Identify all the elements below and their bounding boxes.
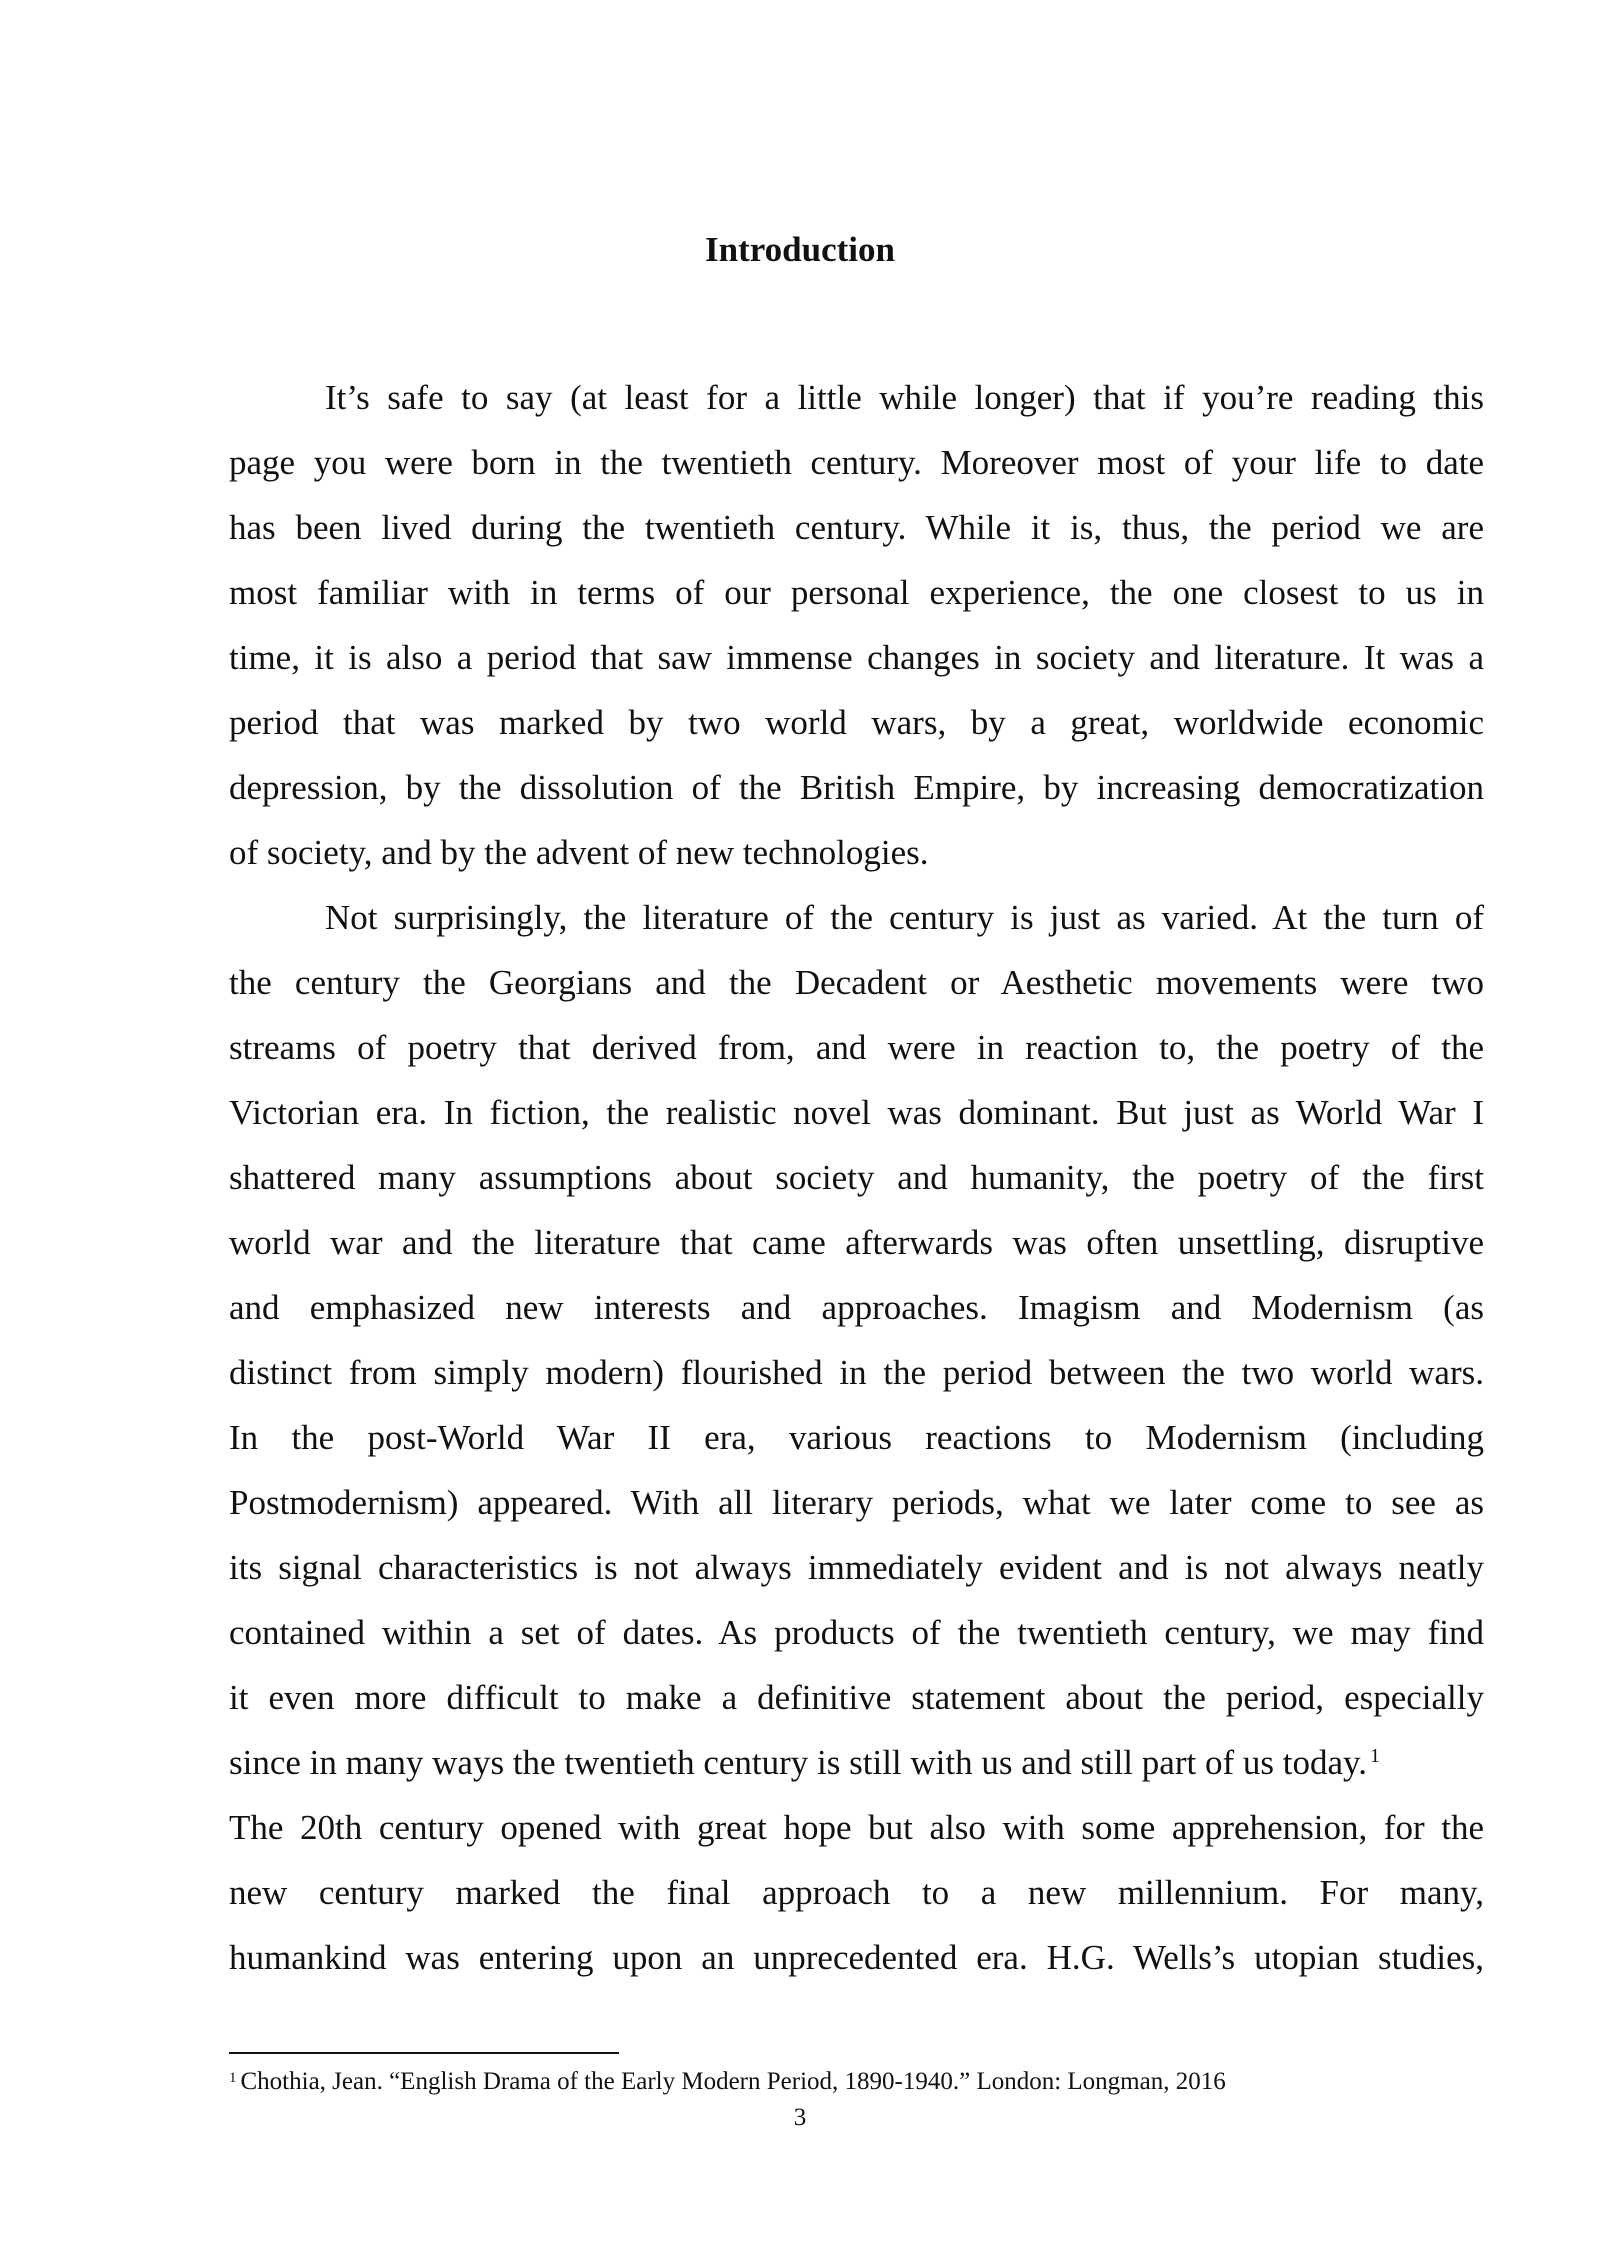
page-number: 3 [793,2104,807,2131]
footnote-reference[interactable]: 1 [1369,1745,1380,1767]
footnote-divider [229,2052,619,2054]
text-line: It’s safe to say (at least for a little while longer) that if you’re reading this [325,378,1484,417]
text-line: new century marked the final approach to a new millennium. For many, [229,1873,1484,1912]
text-line: shattered many assumptions about society and humanity, the poetry of the first [229,1158,1484,1197]
text-line-content: since in many ways the twentieth century is still with us and still part of us today. [229,1743,1367,1782]
text-line: its signal characteristics is not always immediately evident and is not always neatly [229,1548,1484,1587]
text-line: has been lived during the twentieth century. While it is, thus, the period we are [229,508,1484,547]
text-line: contained within a set of dates. As products of the twentieth century, we may find [229,1613,1484,1652]
text-line: In the post-World War II era, various reactions to Modernism (including [229,1418,1484,1457]
footnote-marker: 1 [229,2070,237,2086]
text-line: and emphasized new interests and approaches. Imagism and Modernism (as [229,1288,1484,1327]
body-text [229,365,1484,1990]
text-line: distinct from simply modern) flourished in the period between the two world wars. [229,1353,1484,1392]
text-line: the century the Georgians and the Decadent or Aesthetic movements were two [229,963,1484,1002]
text-line: most familiar with in terms of our personal experience, the one closest to us in [229,573,1484,612]
text-line: humankind was entering upon an unprecedented era. H.G. Wells’s utopian studies, [229,1938,1484,1977]
text-line: depression, by the dissolution of the British Empire, by increasing democratization [229,768,1484,807]
text-line: Not surprisingly, the literature of the century is just as varied. At the turn of [325,898,1484,937]
text-line: period that was marked by two world wars, by a great, worldwide economic [229,703,1484,742]
page-title: Introduction [705,230,895,269]
text-line: page you were born in the twentieth century. Moreover most of your life to date [229,443,1484,482]
footnote-text: Chothia, Jean. “English Drama of the Early Modern Period, 1890-1940.” London: Longman, 2016 [240,2068,1226,2095]
text-line: world war and the literature that came afterwards was often unsettling, disruptive [229,1223,1484,1262]
footnote [229,2066,1226,2098]
text-line: streams of poetry that derived from, and were in reaction to, the poetry of the [229,1028,1484,1067]
text-line: time, it is also a period that saw immense changes in society and literature. It was a [229,638,1484,677]
text-line: Victorian era. In fiction, the realistic novel was dominant. But just as World War I [229,1093,1484,1132]
text-line: of society, and by the advent of new technologies. [229,833,929,872]
text-line: The 20th century opened with great hope but also with some apprehension, for the [229,1808,1484,1847]
text-line: it even more difficult to make a definitive statement about the period, especially [229,1678,1484,1717]
text-line [229,1730,1484,1795]
text-line: Postmodernism) appeared. With all literary periods, what we later come to see as [229,1483,1484,1522]
